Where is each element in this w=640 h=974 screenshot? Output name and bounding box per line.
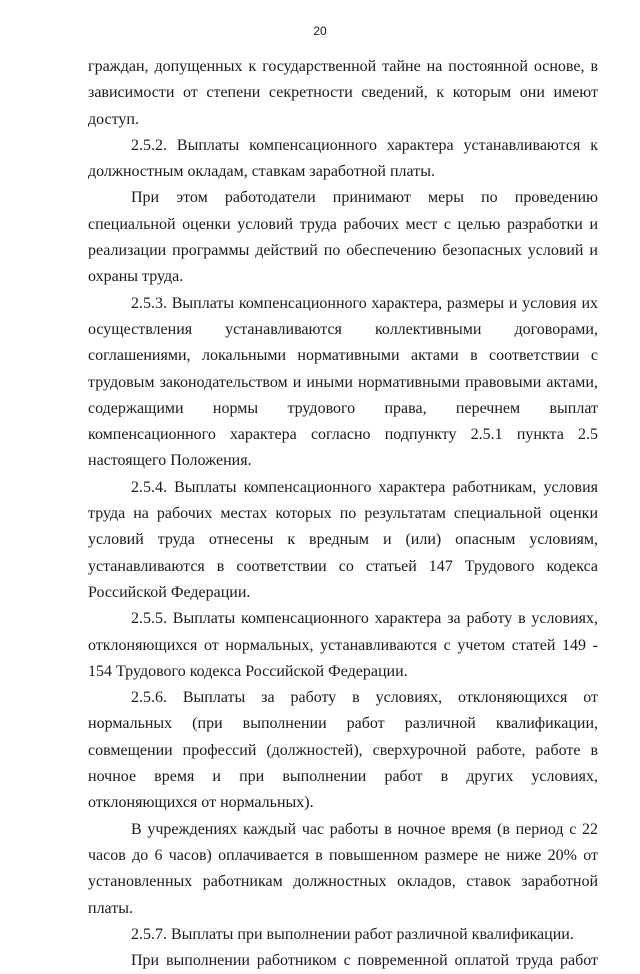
paragraph-2-5-3: 2.5.3. Выплаты компенсационного характера, размеры и условия их осуществления устанавливаются коллективными договорами, соглашениями, локальными нормативными актами в соответствии с трудовым законодательством и иными нормативными правовыми актами, содержащими нормы трудового права, перечнем выплат компенсационного характера согласно подпункту 2.5.1 пункта 2.5 настоящего Положения. bbox=[88, 294, 598, 470]
paragraph-2-5-2: 2.5.2. Выплаты компенсационного характера устанавливаются к должностным окладам, ставкам заработной платы. bbox=[88, 136, 598, 181]
paragraph-continuation: граждан, допущенных к государственной тайне на постоянной основе, в зависимости от степени секретности сведений, к которым они имеют доступ. bbox=[88, 58, 598, 128]
page-number: 20 bbox=[313, 24, 327, 38]
paragraph-2-5-7: 2.5.7. Выплаты при выполнении работ различной квалификации. bbox=[131, 925, 574, 943]
paragraph-time-based-pay: При выполнении работником с повременной оплатой труда работ bbox=[131, 952, 598, 970]
paragraph-night-work: В учреждениях каждый час работы в ночное время (в период с 22 часов до 6 часов) оплачивается в повышенном размере не ниже 20% от установленных работникам должностных окладов, ставок заработной платы. bbox=[88, 820, 598, 917]
paragraph-2-5-4: 2.5.4. Выплаты компенсационного характера работникам, условия труда на рабочих местах которых по результатам специальной оценки условий труда отнесены к вредным и (или) опасным условиям, устанавливаются в соответствии со статьей 147 Трудового кодекса Российской Федерации. bbox=[88, 478, 598, 601]
body-text bbox=[88, 54, 598, 974]
paragraph-2-5-6: 2.5.6. Выплаты за работу в условиях, отклоняющихся от нормальных (при выполнении работ различной квалификации, совмещении профессий (должностей), сверхурочной работе, работе в ночное время и при выполнении работ в других условиях, отклоняющихся от нормальных). bbox=[88, 689, 598, 812]
paragraph-special-assessment: При этом работодатели принимают меры по проведению специальной оценки условий труда рабочих мест с целью разработки и реализации программы действий по обеспечению безопасных условий и охраны труда. bbox=[88, 189, 598, 286]
paragraph-2-5-5: 2.5.5. Выплаты компенсационного характера за работу в условиях, отклоняющихся от нормальных, устанавливаются с учетом статей 149 - 154 Трудового кодекса Российской Федерации. bbox=[88, 610, 598, 680]
